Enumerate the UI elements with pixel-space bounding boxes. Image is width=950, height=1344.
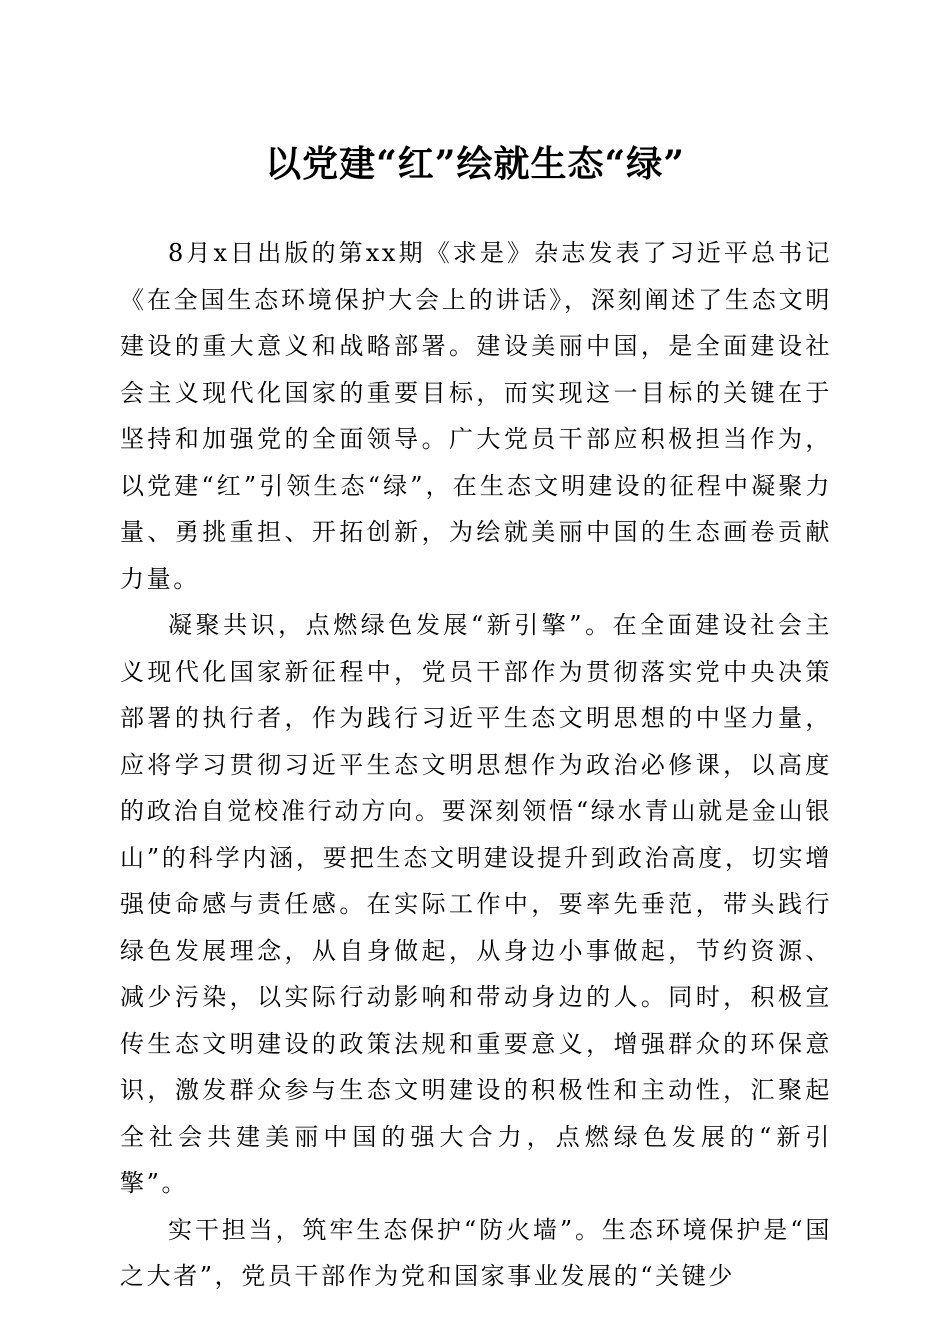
paragraph-intro: 8月x日出版的第xx期《求是》杂志发表了习近平总书记《在全国生态环境保护大会上的讲话》，深刻阐述了生态文明建设的重大意义和战略部署。建设美丽中国，是全面建设社会主义现代化国家的重要目标，而实现这一目标的关键在于坚持和加强党的全面领导。广大党员干部应积极担当作为，以党建“红”引领生态“绿”，在生态文明建设的征程中凝聚力量、勇挑重担、开拓创新，为绘就美丽中国的生态画卷贡献力量。 (120, 239, 832, 593)
paragraph-responsibility: 实干担当，筑牢生态保护“防火墙”。生态环境保护是“国之大者”，党员干部作为党和国家事业发展的“关键少 (120, 1215, 832, 1290)
paragraph-consensus: 凝聚共识，点燃绿色发展“新引擎”。在全面建设社会主义现代化国家新征程中，党员干部作为贯彻落实党中央决策部署的执行者，作为践行习近平生态文明思想的中坚力量，应将学习贯彻习近平生态文明思想作为政治必修课，以高度的政治自觉校准行动方向。要深刻领悟“绿水青山就是金山银山”的科学内涵，要把生态文明建设提升到政治高度，切实增强使命感与责任感。在实际工作中，要率先垂范，带头践行绿色发展理念，从自身做起，从身边小事做起，节约资源、减少污染，以实际行动影响和带动身边的人。同时，积极宣传生态文明建设的政策法规和重要意义，增强群众的环保意识，激发群众参与生态文明建设的积极性和主动性，汇聚起全社会共建美丽中国的强大合力，点燃绿色发展的“新引擎”。 (120, 611, 832, 1197)
document-body (120, 230, 832, 1300)
document-title: 以党建“红”绘就生态“绿” (265, 143, 685, 185)
